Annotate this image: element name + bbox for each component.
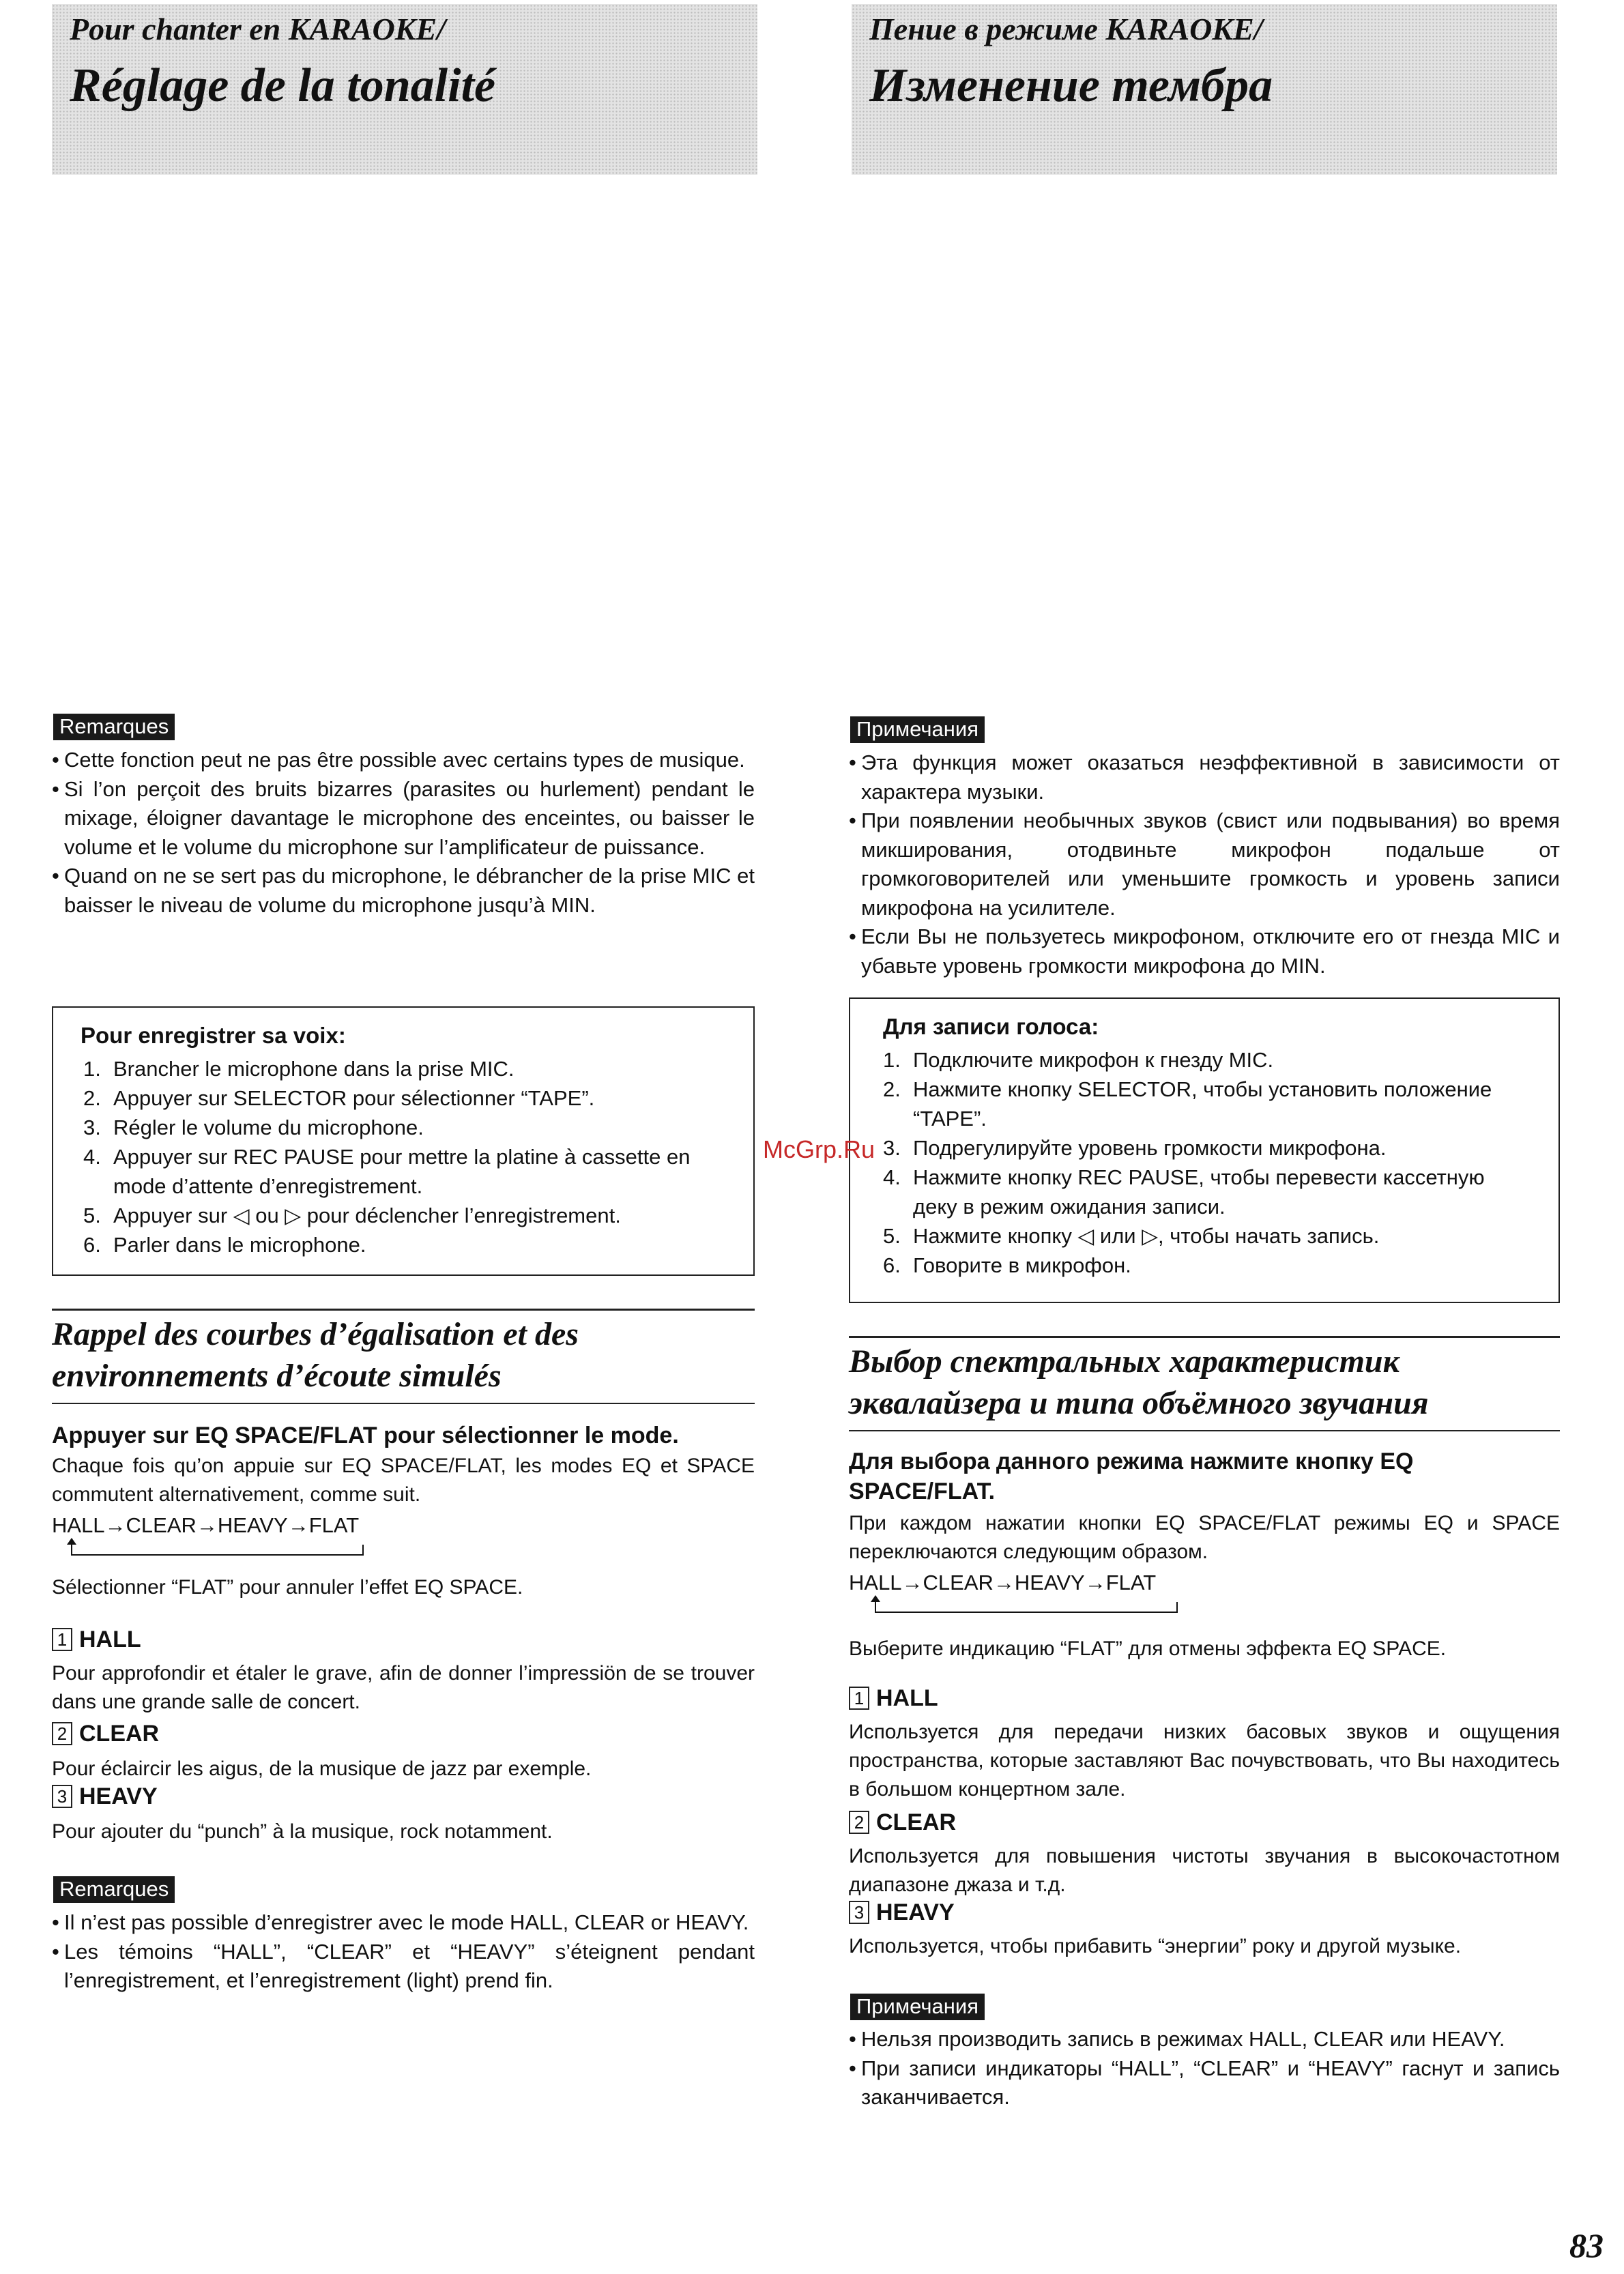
notes-list [52, 1908, 755, 1996]
step-item: 4. Нажмите кнопку REC PAUSE, чтобы перевести кассетную деку в режим ожидания записи. [883, 1165, 1485, 1219]
mode-desc: Pour éclaircir les aigus, de la musique de jazz par exemple. [52, 1758, 592, 1780]
step-item: 3. Régler le volume du microphone. [83, 1116, 424, 1139]
header-title: Изменение тембра [869, 59, 1273, 112]
step-item: 5. Нажмите кнопку ◁ или ▷, чтобы начать запись. [883, 1224, 1380, 1248]
step-item: 6. Parler dans le microphone. [83, 1233, 366, 1257]
record-voice-box [849, 997, 1560, 1303]
notes-label: Remarques [53, 1876, 175, 1903]
note-item: • Il n’est pas possible d’enregistrer avec le mode HALL, CLEAR or HEAVY. [52, 1908, 755, 1938]
notes-list [849, 2025, 1560, 2112]
record-box-title: Pour enregistrer sa voix: [81, 1023, 346, 1048]
mode-heading-hall: 1 HALL [52, 1627, 141, 1653]
note-item: • Les témoins “HALL”, “CLEAR” et “HEAVY” s’éteignent pendant l’enregistrement, et l’enregistrement (light) prend fin. [52, 1938, 755, 1996]
mode-heading-clear: 2 CLEAR [52, 1721, 159, 1747]
notes-label: Примечания [850, 1994, 985, 2020]
header-banner-right [852, 4, 1557, 175]
note-item: • При записи индикаторы “HALL”, “CLEAR” и “HEAVY” гаснут и запись заканчивается. [849, 2054, 1560, 2112]
record-steps [883, 1045, 1531, 1280]
record-voice-box [52, 1006, 755, 1276]
step-item: 1. Подключите микрофон к гнезду MIC. [883, 1048, 1274, 1072]
mode-heading-clear: 2 CLEAR [849, 1809, 956, 1836]
note-item: • При появлении необычных звуков (свист или подвывания) во время микширования, отодвиньте микрофон подальше от громкоговорителей или уменьшите громкость и уровень записи микрофона на усилителе. [849, 806, 1560, 922]
section-rule [52, 1309, 755, 1311]
sequence-loop-arrow [875, 1602, 1178, 1613]
section-rule [849, 1336, 1560, 1338]
instruction-lead: Для выбора данного режима нажмите кнопку EQ SPACE/FLAT. [849, 1448, 1414, 1504]
intro-text: Chaque fois qu’on appuie sur EQ SPACE/FLAT, les modes EQ et SPACE commutent alternativement, comme suit. [52, 1455, 755, 1506]
mode-desc: Используется для передачи низких басовых звуков и ощущения пространства, которые заставляют Вас почувствовать, что Вы находитесь в большом концертном зале. [849, 1721, 1560, 1801]
note-item: • Si l’on perçoit des bruits bizarres (parasites ou hurlement) pendant le mixage, éloigner davantage le microphone des enceintes, ou baisser le volume et le volume du microphone sur l’amplificateur de puissance. [52, 775, 755, 862]
header-title: Réglage de la tonalité [70, 59, 496, 112]
step-item: 2. Нажмите кнопку SELECTOR, чтобы установить положение “TAPE”. [883, 1077, 1492, 1131]
header-subtitle: Pour chanter en KARAOKE/ [70, 12, 446, 46]
page-number: 83 [1569, 2226, 1604, 2264]
mode-desc: Pour ajouter du “punch” à la musique, rock notamment. [52, 1820, 553, 1843]
note-item: • Quand on ne se sert pas du microphone, le débrancher de la prise MIC et baisser le niveau de volume du microphone jusqu’à MIN. [52, 862, 755, 920]
step-item: 5. Appuyer sur ◁ ou ▷ pour déclencher l’enregistrement. [83, 1204, 621, 1227]
step-item: 6. Говорите в микрофон. [883, 1253, 1131, 1277]
step-item: 4. Appuyer sur REC PAUSE pour mettre la platine à cassette en mode d’attente d’enregistrement. [83, 1145, 691, 1198]
step-item: 1. Brancher le microphone dans la prise MIC. [83, 1057, 514, 1081]
note-item: • Нельзя производить запись в режимах HALL, CLEAR или HEAVY. [849, 2025, 1560, 2054]
header-banner-left [52, 4, 757, 175]
note-item: • Cette fonction peut ne pas être possible avec certains types de musique. [52, 746, 755, 775]
section-title: Rappel des courbes d’égalisation et des environnements d’écoute simulés [52, 1316, 579, 1394]
notes-list [849, 748, 1560, 980]
header-subtitle: Пение в режиме KARAOKE/ [869, 12, 1263, 46]
section-rule [52, 1403, 755, 1404]
watermark: McGrp.Ru [763, 1135, 875, 1163]
record-box-title: Для записи голоса: [883, 1014, 1099, 1039]
mode-heading-hall: 1 HALL [849, 1685, 938, 1712]
record-steps [83, 1054, 738, 1259]
mode-desc: Pour approfondir et étaler le grave, afin de donner l’impressiön de se trouver dans une grande salle de concert. [52, 1662, 755, 1713]
mode-desc: Используется, чтобы прибавить “энергии” року и другой музыке. [849, 1935, 1462, 1957]
note-item: • Если Вы не пользуетесь микрофоном, отключите его от гнезда MIC и убавьте уровень громкости микрофона до MIN. [849, 922, 1560, 980]
step-item: 2. Appuyer sur SELECTOR pour sélectionner “TAPE”. [83, 1086, 595, 1110]
mode-heading-heavy: 3 HEAVY [849, 1899, 955, 1926]
step-item: 3. Подрегулируйте уровень громкости микрофона. [883, 1136, 1387, 1160]
mode-desc: Используется для повышения чистоты звучания в высокочастотном диапазоне джаза и т.д. [849, 1845, 1560, 1896]
intro-text: При каждом нажатии кнопки EQ SPACE/FLAT режимы EQ и SPACE переключаются следующим образом. [849, 1512, 1560, 1563]
notes-label: Примечания [850, 716, 985, 743]
notes-list [52, 746, 755, 920]
section-rule [849, 1430, 1560, 1431]
flat-note: Выберите индикацию “FLAT” для отмены эффекта EQ SPACE. [849, 1637, 1447, 1660]
mode-sequence: HALL→CLEAR→HEAVY→FLAT [849, 1571, 1157, 1594]
sequence-loop-arrow [71, 1545, 364, 1556]
note-item: • Эта функция может оказаться неэффективной в зависимости от характера музыки. [849, 748, 1560, 806]
flat-note: Sélectionner “FLAT” pour annuler l’effet EQ SPACE. [52, 1576, 523, 1599]
notes-label: Remarques [53, 714, 175, 740]
mode-heading-heavy: 3 HEAVY [52, 1783, 158, 1810]
mode-sequence: HALL→CLEAR→HEAVY→FLAT [52, 1513, 360, 1537]
instruction-lead: Appuyer sur EQ SPACE/FLAT pour sélectionner le mode. [52, 1423, 679, 1448]
section-title: Выбор спектральных характеристик эквалайзера и типа объёмного звучания [849, 1343, 1429, 1421]
